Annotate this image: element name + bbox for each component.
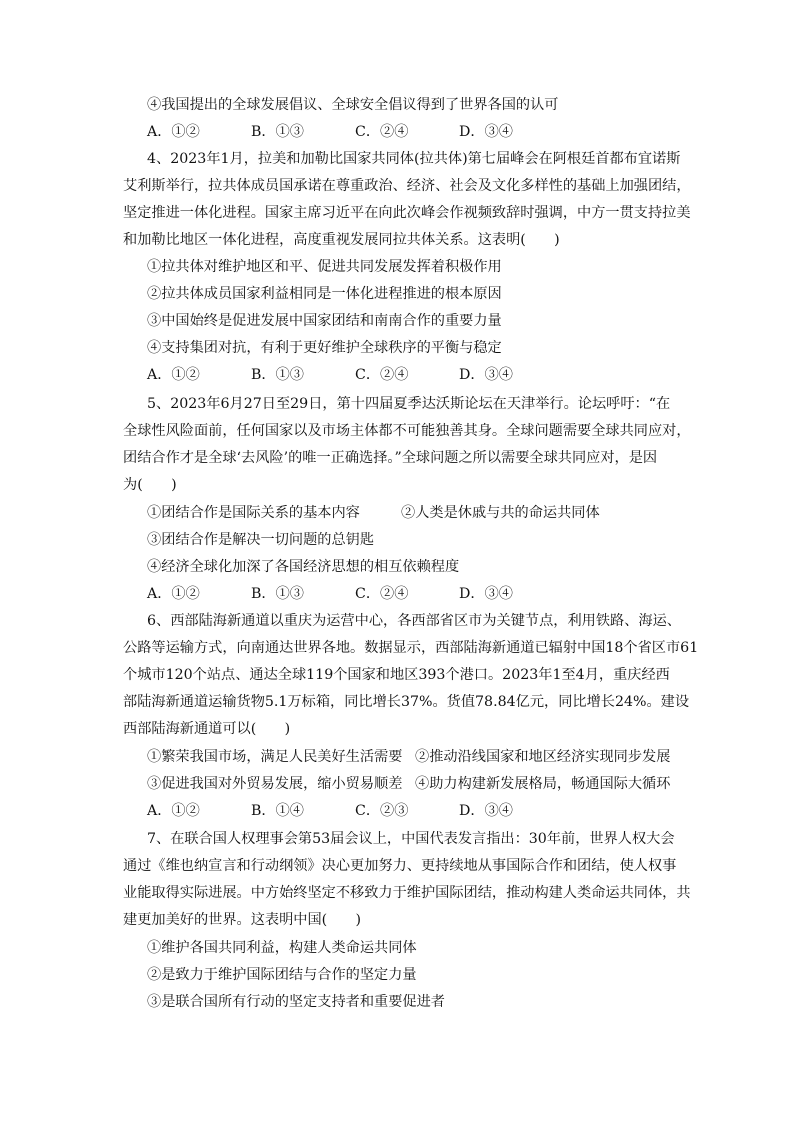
stem-line: 7、在联合国人权理事会第53届会议上，中国代表发言指出：30年前，世界人权大会: [147, 831, 675, 847]
statement: ④我国提出的全球发展倡议、全球安全倡议得到了世界各国的认可: [147, 97, 559, 113]
statement: ②人类是休戚与共的命运共同体: [401, 505, 600, 521]
answer-options: [147, 119, 657, 146]
question-4-stem: [123, 146, 691, 254]
statement: ③是联合国所有行动的坚定支持者和重要促进者: [147, 994, 445, 1010]
statement: ②是致力于维护国际团结与合作的坚定力量: [147, 967, 417, 983]
stem-line: 全球性风险面前，任何国家以及市场主体都不可能独善其身。全球问题需要全球共同应对，: [123, 423, 691, 439]
stem-line: 5、2023年6月27日至29日，第十四届夏季达沃斯论坛在天津举行。论坛呼吁：“在: [147, 396, 671, 412]
stem-line: 和加勒比地区一体化进程，高度重视发展同拉共体关系。这表明( ): [123, 232, 560, 248]
option-c[interactable]: C．②④: [355, 367, 409, 383]
stem-line: 业能取得实际进展。中方始终坚定不移致力于维护国际团结，推动构建人类命运共同体，共: [123, 885, 691, 901]
statement: ④支持集团对抗，有利于更好维护全球秩序的平衡与稳定: [147, 340, 502, 356]
stem-line: 部陆海新通道运输货物5.1万标箱，同比增长37%。货值78.84亿元，同比增长24%。建设: [123, 694, 690, 710]
statement: ③中国始终是促进发展中国家团结和南南合作的重要力量: [147, 313, 502, 329]
answer-options: [147, 581, 657, 608]
option-d[interactable]: D．③④: [459, 124, 513, 140]
option-b[interactable]: B．①③: [251, 586, 304, 602]
answer-options: [147, 798, 657, 825]
question-6-stem: [123, 608, 699, 743]
statement: ①拉共体对维护地区和平、促进共同发展发挥着积极作用: [147, 259, 502, 275]
question-7-stem: [123, 826, 691, 934]
statement: ①团结合作是国际关系的基本内容: [147, 505, 360, 521]
statement: ②拉共体成员国家利益相同是一体化进程推进的根本原因: [147, 286, 502, 302]
option-b[interactable]: B．①③: [251, 367, 304, 383]
statement: ①维护各国共同利益，构建人类命运共同体: [147, 940, 417, 956]
option-d[interactable]: D．③④: [459, 803, 513, 819]
option-a[interactable]: A．①②: [147, 586, 200, 602]
stem-line: 4、2023年1月，拉美和加勒比国家共同体(拉共体)第七届峰会在阿根廷首都布宜诺斯: [147, 151, 681, 167]
statement-row: [147, 771, 671, 798]
option-a[interactable]: A．①②: [147, 367, 200, 383]
question-4-statements: [147, 254, 657, 389]
option-b[interactable]: B．①④: [251, 803, 304, 819]
stem-line: 建更加美好的世界。这表明中国( ): [123, 912, 362, 928]
question-6-statements: [147, 744, 671, 825]
stem-line: 西部陆海新通道可以( ): [123, 721, 291, 737]
option-c[interactable]: C．②④: [355, 586, 409, 602]
question-3-tail: [147, 92, 657, 146]
stem-line: 团结合作才是全球‘去风险’的唯一正确选择。”全球问题之所以需要全球共同应对，是因: [123, 450, 658, 466]
statement: ③团结合作是解决一切问题的总钥匙: [147, 532, 375, 548]
statement: ③促进我国对外贸易发展，缩小贸易顺差: [147, 776, 403, 792]
statement-row: [147, 500, 657, 527]
option-d[interactable]: D．③④: [459, 367, 513, 383]
stem-line: 为( ): [123, 477, 177, 493]
question-7-statements: [147, 935, 657, 1016]
statement: ④经济全球化加深了各国经济思想的相互依赖程度: [147, 559, 460, 575]
stem-line: 公路等运输方式，向南通达世界各地。数据显示，西部陆海新通道已辐射中国18个省区市61: [123, 640, 699, 656]
statement: ②推动沿线国家和地区经济实现同步发展: [415, 749, 671, 765]
answer-options: [147, 362, 657, 389]
option-a[interactable]: A．①②: [147, 124, 200, 140]
statement: ④助力构建新发展格局，畅通国际大循环: [415, 776, 671, 792]
stem-line: 通过《维也纳宣言和行动纲领》决心更加努力、更持续地从事国际合作和团结，使人权事: [123, 858, 677, 874]
question-5-stem: [123, 391, 691, 499]
option-b[interactable]: B．①③: [251, 124, 304, 140]
question-5-statements: [147, 500, 657, 608]
statement: ①繁荣我国市场，满足人民美好生活需要: [147, 749, 403, 765]
statement-row: [147, 744, 671, 771]
stem-line: 6、西部陆海新通道以重庆为运营中心，各西部省区市为关键节点，利用铁路、海运、: [147, 613, 681, 629]
option-d[interactable]: D．③④: [459, 586, 513, 602]
stem-line: 个城市120个站点、通达全球119个国家和地区393个港口。2023年1至4月，重庆经西: [123, 667, 670, 683]
stem-line: 艾利斯举行，拉共体成员国承诺在尊重政治、经济、社会及文化多样性的基础上加强团结，: [123, 178, 691, 194]
option-c[interactable]: C．②④: [355, 124, 409, 140]
option-c[interactable]: C．②③: [355, 803, 409, 819]
stem-line: 坚定推进一体化进程。国家主席习近平在向此次峰会作视频致辞时强调，中方一贯支持拉美: [123, 205, 691, 221]
option-a[interactable]: A．①②: [147, 803, 200, 819]
